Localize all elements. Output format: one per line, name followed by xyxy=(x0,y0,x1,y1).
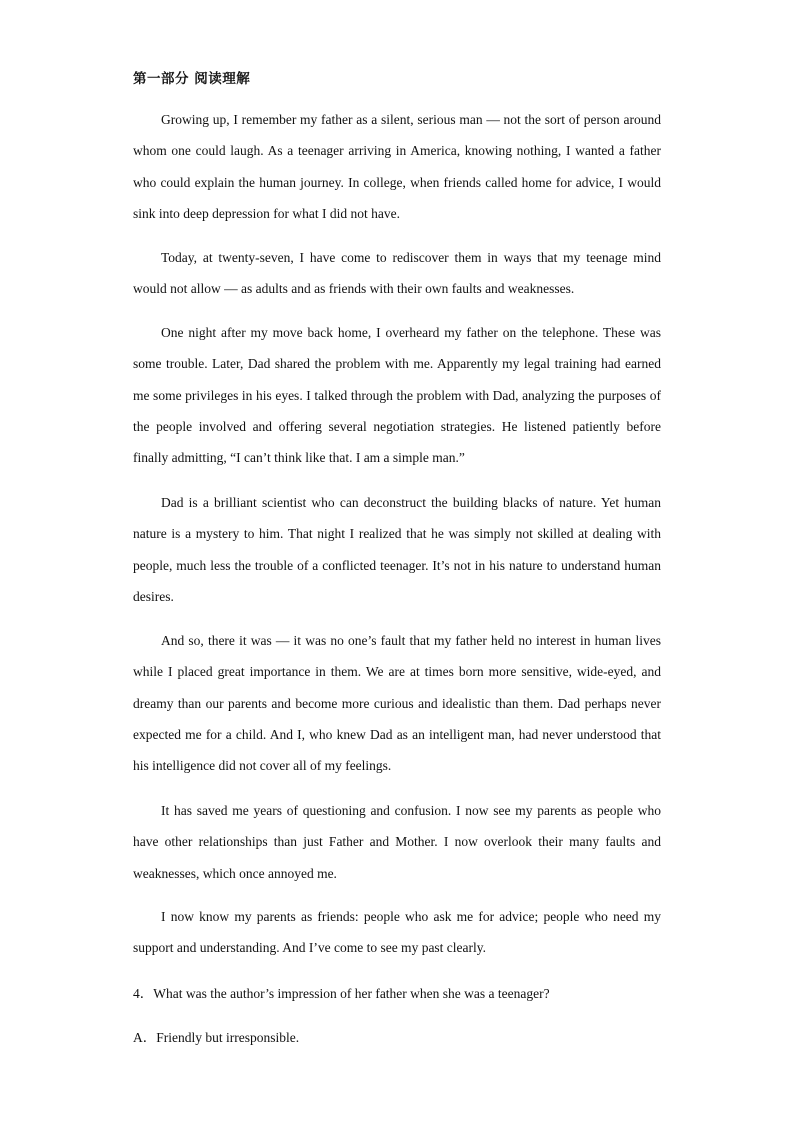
answer-option-a: A．Friendly but irresponsible. xyxy=(133,1030,300,1045)
section-heading: 第一部分 阅读理解 xyxy=(133,71,251,87)
passage-paragraph-4: Dad is a brilliant scientist who can deconstruct the building blacks of nature. Yet human nature is a mystery to him. That night I realized that he was simply not skilled at dealing with people, much less the trouble of a conflicted teenager. It’s not in his nature to understand human desires. xyxy=(133,495,661,604)
passage-paragraph-6: It has saved me years of questioning and confusion. I now see my parents as people who have other relationships than just Father and Mother. I now overlook their many faults and weaknesses, which once annoyed me. xyxy=(133,803,661,881)
passage-paragraph-1: Growing up, I remember my father as a silent, serious man — not the sort of person around whom one could laugh. As a teenager arriving in America, knowing nothing, I wanted a father who could explain the human journey. In college, when friends called home for advice, I would sink into deep depression for what I did not have. xyxy=(133,112,661,221)
passage-paragraph-5: And so, there it was — it was no one’s fault that my father held no interest in human lives while I placed great importance in them. We are at times born more sensitive, wide-eyed, and dreamy than our parents and become more curious and idealistic than them. Dad perhaps never expected me for a child. And I, who knew Dad as an intelligent man, had never understood that his intelligence did not cover all of my feelings. xyxy=(133,633,661,774)
passage-paragraph-3: One night after my move back home, I overheard my father on the telephone. These was some trouble. Later, Dad shared the problem with me. Apparently my legal training had earned me some privileges in his eyes. I talked through the problem with Dad, analyzing the purposes of the people involved and offering several negotiation strategies. He listened patiently before finally admitting, “I can’t think like that. I am a simple man.” xyxy=(133,325,661,466)
passage-paragraph-2: Today, at twenty-seven, I have come to rediscover them in ways that my teenage mind would not allow — as adults and as friends with their own faults and weaknesses. xyxy=(133,250,661,297)
question-4: 4．What was the author’s impression of her father when she was a teenager? xyxy=(133,986,550,1001)
passage-paragraph-7: I now know my parents as friends: people who ask me for advice; people who need my support and understanding. And I’ve come to see my past clearly. xyxy=(133,909,661,956)
